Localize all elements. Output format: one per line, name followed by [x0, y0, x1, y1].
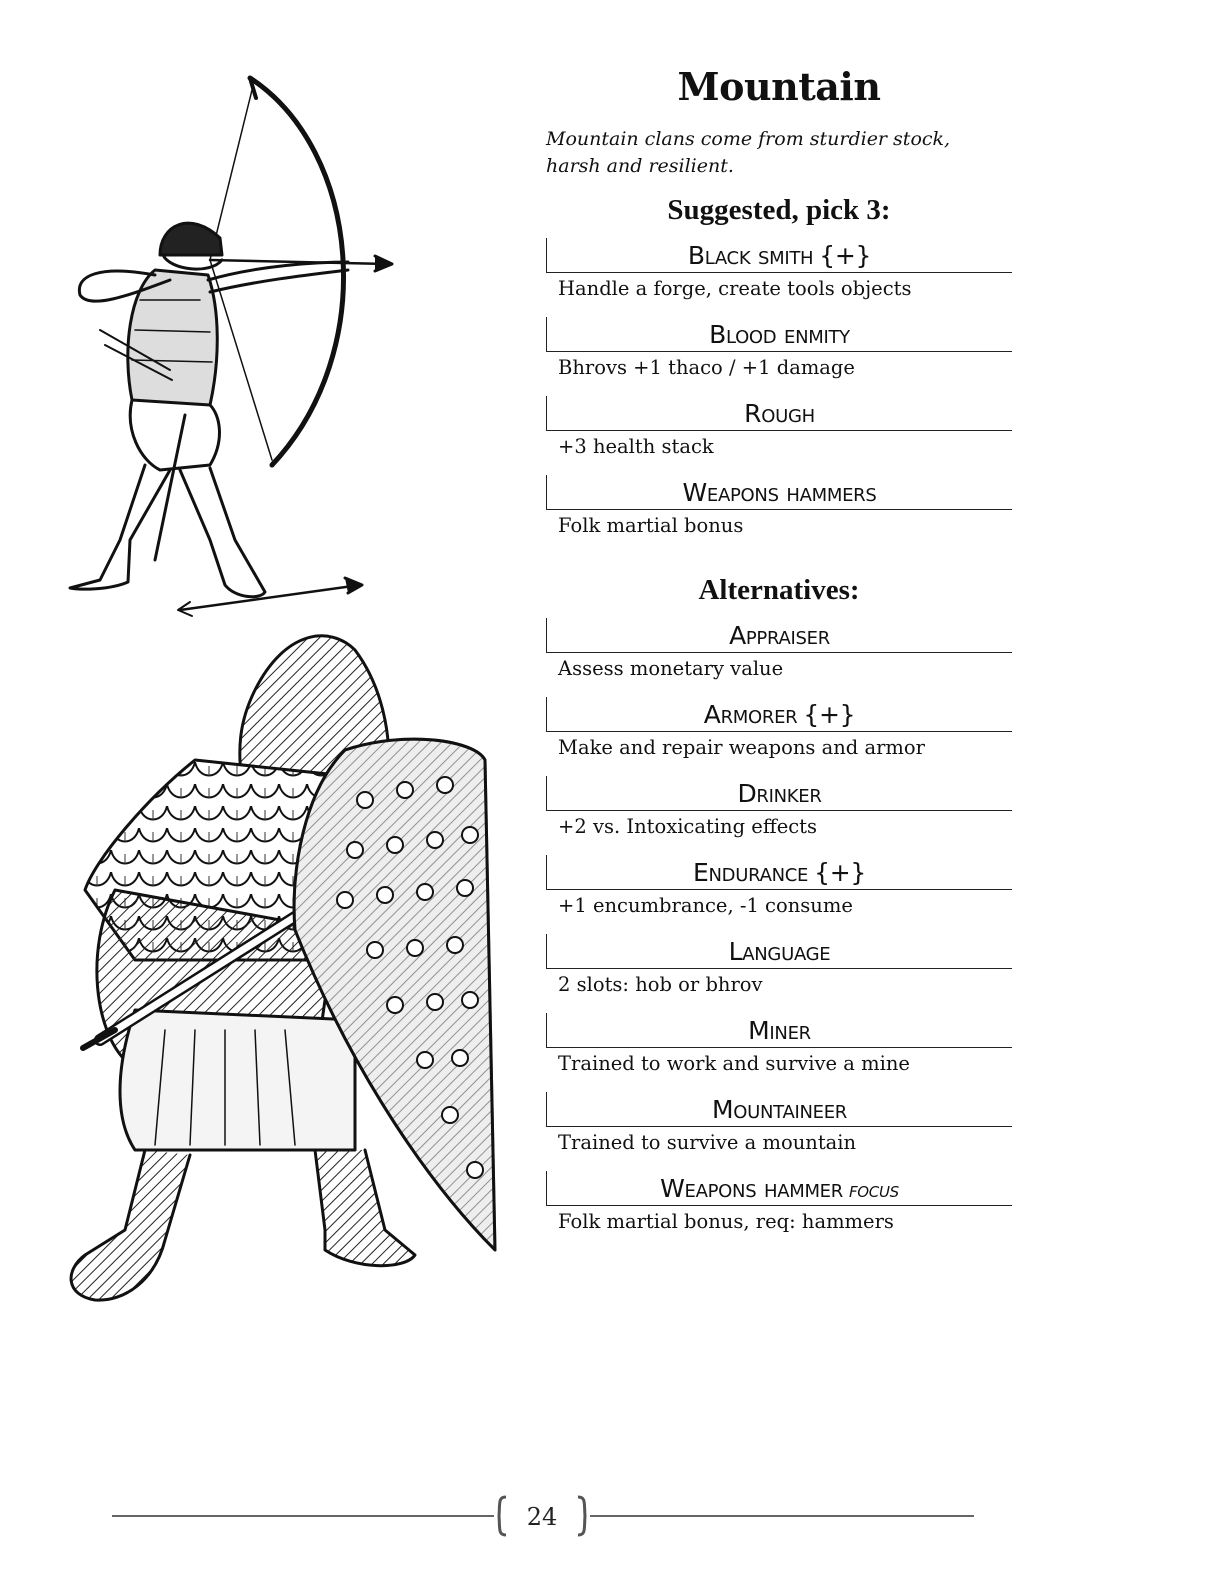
proficiency-entry	[546, 1013, 1012, 1082]
proficiency-name: Blood enmity	[709, 320, 850, 349]
proficiency-description: Make and repair weapons and armor	[558, 736, 925, 759]
proficiency-description: Handle a forge, create tools objects	[558, 277, 912, 300]
proficiency-heading	[546, 776, 1012, 811]
proficiency-description: 2 slots: hob or bhrov	[558, 973, 763, 996]
page-number-box	[494, 1495, 590, 1537]
alternatives-list	[546, 618, 1012, 1240]
proficiency-name: Rough	[744, 399, 815, 428]
proficiency-heading	[546, 317, 1012, 352]
intro-text: Mountain clans come from sturdier stock, harsh and resilient.	[546, 128, 951, 177]
proficiency-heading	[546, 475, 1012, 510]
content-column	[546, 60, 1012, 1240]
proficiency-name: Language	[728, 937, 831, 966]
proficiency-description: Folk martial bonus, req: hammers	[558, 1210, 894, 1233]
proficiency-description: Bhrovs +1 thaco / +1 damage	[558, 356, 855, 379]
proficiency-tag: {+}	[814, 858, 866, 887]
right-bracket-icon	[576, 1495, 590, 1537]
proficiency-heading	[546, 855, 1012, 890]
proficiency-entry	[546, 697, 1012, 766]
page-title: Mountain	[677, 64, 881, 109]
proficiency-entry	[546, 855, 1012, 924]
proficiency-heading	[546, 1013, 1012, 1048]
shielded-soldier-illustration	[55, 630, 505, 1315]
proficiency-description: Assess monetary value	[558, 657, 784, 680]
proficiency-description: +3 health stack	[558, 435, 714, 458]
proficiency-heading	[546, 618, 1012, 653]
proficiency-name: Weapons hammers	[682, 478, 877, 507]
archer-illustration	[60, 70, 410, 620]
proficiency-entry	[546, 618, 1012, 687]
proficiency-tag: {+}	[819, 241, 872, 270]
proficiency-tag: focus	[848, 1178, 899, 1203]
proficiency-name: Drinker	[737, 779, 822, 808]
proficiency-description: Trained to survive a mountain	[558, 1131, 857, 1154]
alternatives-heading: Alternatives:	[698, 574, 860, 606]
proficiency-heading	[546, 238, 1012, 273]
proficiency-description: +1 encumbrance, -1 consume	[558, 894, 853, 917]
proficiency-name: Mountaineer	[711, 1095, 847, 1124]
proficiency-heading	[546, 1092, 1012, 1127]
proficiency-entry	[546, 475, 1012, 544]
proficiency-tag: {+}	[803, 700, 856, 729]
proficiency-heading	[546, 396, 1012, 431]
proficiency-heading	[546, 934, 1012, 969]
proficiency-entry	[546, 396, 1012, 465]
proficiency-entry	[546, 317, 1012, 386]
proficiency-description: Trained to work and survive a mine	[558, 1052, 910, 1075]
proficiency-entry	[546, 238, 1012, 307]
proficiency-description: Folk martial bonus	[558, 514, 744, 537]
proficiency-name: Appraiser	[729, 621, 830, 650]
proficiency-entry	[546, 1171, 1012, 1240]
proficiency-name: Weapons hammer	[660, 1174, 843, 1203]
proficiency-name: Endurance	[693, 858, 809, 887]
proficiency-name: Miner	[748, 1016, 811, 1045]
proficiency-name: Black smith	[687, 241, 814, 270]
page-number: 24	[526, 1503, 558, 1531]
proficiency-entry	[546, 776, 1012, 845]
suggested-list	[546, 238, 1012, 544]
suggested-heading: Suggested, pick 3:	[667, 194, 891, 226]
proficiency-description: +2 vs. Intoxicating effects	[558, 815, 817, 838]
proficiency-heading	[546, 697, 1012, 732]
proficiency-entry	[546, 1092, 1012, 1161]
proficiency-heading	[546, 1171, 1012, 1206]
proficiency-name: Armorer	[703, 700, 798, 729]
proficiency-entry	[546, 934, 1012, 1003]
